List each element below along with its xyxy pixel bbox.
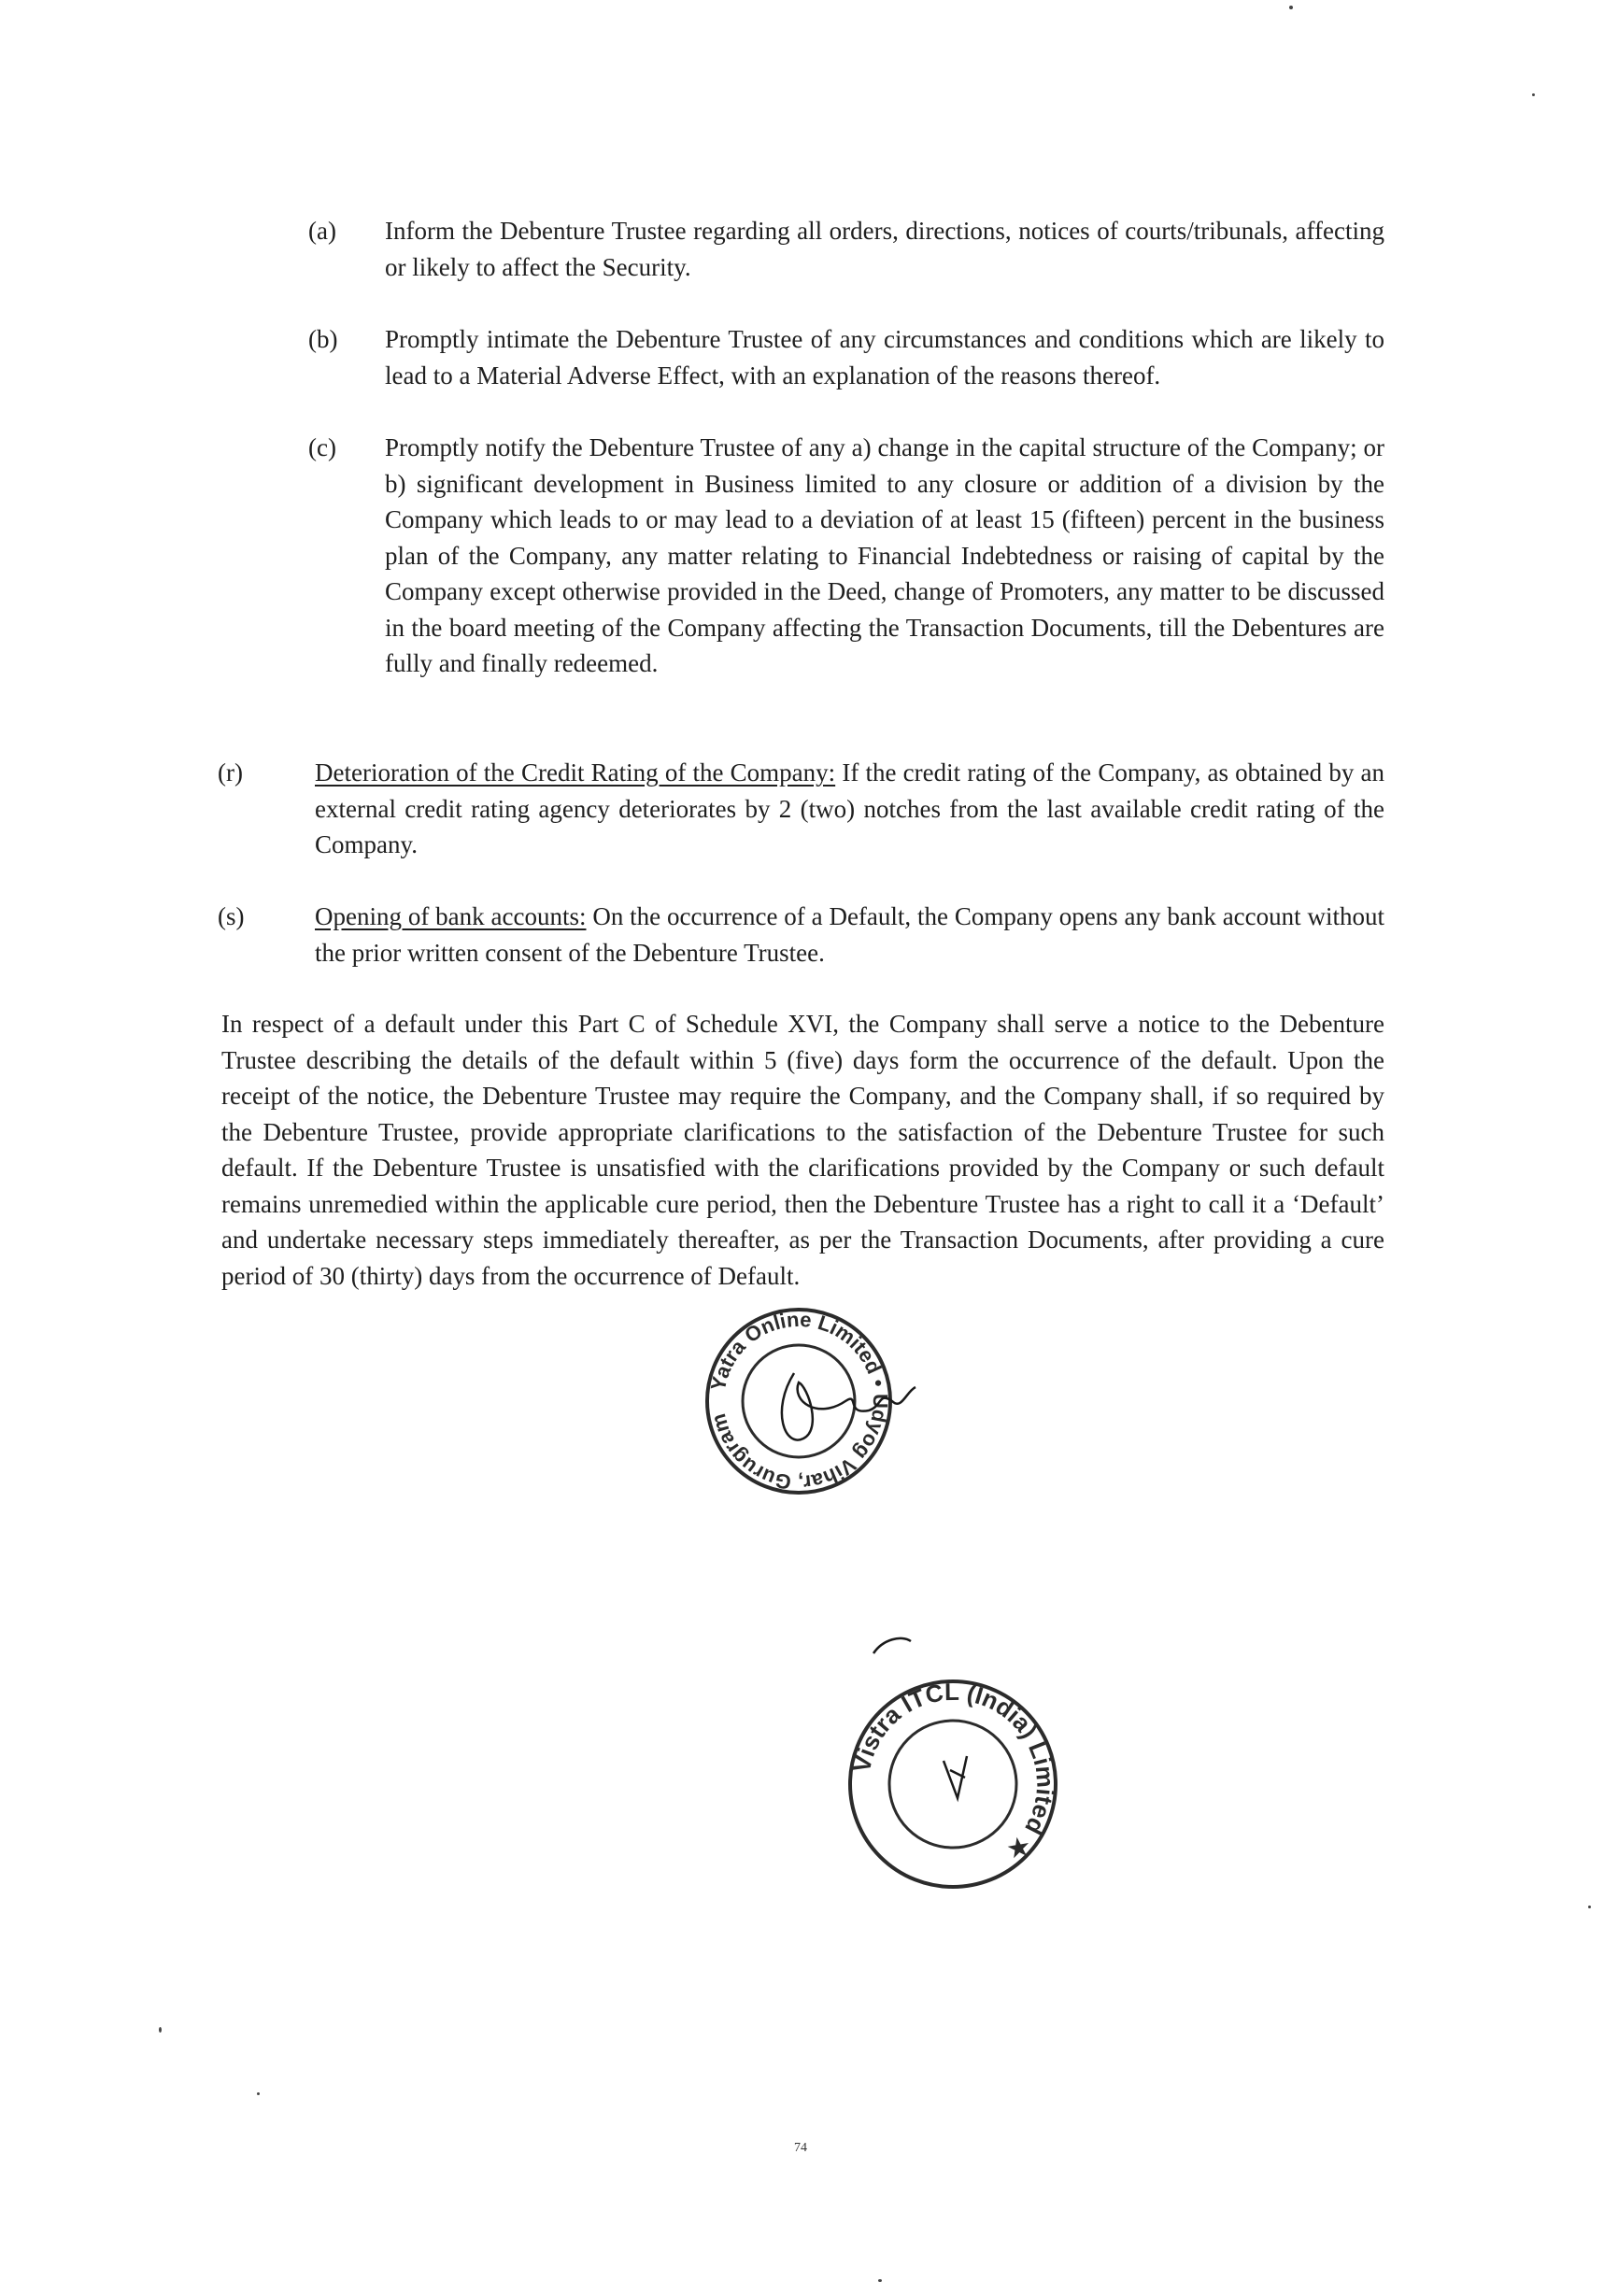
signature-stroke	[873, 1638, 911, 1653]
sub-item-text: Promptly notify the Debenture Trustee of any a) change in the capital structure of the Company; or b) significant development in Business limited to any closure or addition of a division by the Company which leads to or may lead to a deviation of at least 15 (fifteen) percent in the business plan of the Company, any matter relating to Financial Indebtedness or raising of capital by the Company except otherwise provided in the Deed, change of Promoters, any matter to be discussed in the board meeting of the Company affecting the Transaction Documents, till the Debentures are fully and finally redeemed.	[385, 433, 1384, 677]
clause-text: If the credit rating of the Company, as obtained by an external credit rating agency deteriorates by 2 (two) notches from the last available credit rating of the Company.	[315, 758, 1384, 858]
sub-item-marker: (a)	[308, 217, 336, 245]
page-number: 74	[794, 2141, 807, 2155]
clause-marker: (r)	[218, 758, 243, 787]
trustee-seal-graphic	[836, 1630, 1079, 1892]
scan-speck	[878, 2279, 882, 2282]
clause-text: On the occurrence of a Default, the Company opens any bank account without the prior written consent of the Debenture Trustee.	[315, 902, 1385, 967]
company-seal-text: Yatra Online Limited • Udyog Vihar, Gurugram	[705, 1307, 893, 1495]
clause-marker: (s)	[218, 902, 245, 930]
sub-item-marker: (b)	[308, 325, 338, 353]
sub-item-marker: (c)	[308, 433, 336, 461]
clause-r	[218, 755, 1384, 863]
scan-speck	[257, 2092, 260, 2095]
sub-item-a	[308, 213, 1384, 285]
company-seal	[705, 1298, 1004, 1513]
scan-speck	[1588, 1906, 1591, 1908]
clause-body	[315, 755, 1384, 863]
closing-paragraph: In respect of a default under this Part C of Schedule XVI, the Company shall serve a notice to the Debenture Trustee describing the details of the default within 5 (five) days form the occurrence of the default. Upon the receipt of the notice, the Debenture Trustee may require the Company, and the Company shall, if so required by the Debenture Trustee, provide appropriate clarifications to the satisfaction of the Debenture Trustee for such default. If the Debenture Trustee is unsatisfied with the clarifications provided by the Company or such default remains unremedied within the applicable cure period, then the Debenture Trustee has a right to call it a ‘Default’ and undertake necessary steps immediately thereafter, as per the Transaction Documents, after providing a cure period of 30 (thirty) days from the occurrence of Default.	[221, 1010, 1384, 1290]
scan-speck	[159, 2027, 162, 2033]
trustee-seal	[836, 1630, 1079, 1892]
company-seal-graphic	[705, 1298, 1004, 1513]
sub-item-c	[308, 430, 1384, 682]
clause-s	[218, 899, 1384, 971]
scan-speck	[1289, 6, 1293, 9]
signature-initials	[944, 1756, 967, 1798]
sub-item-text: Promptly intimate the Debenture Trustee of any circumstances and conditions which are likely to lead to a Material Adverse Effect, with an explanation of the reasons thereof.	[385, 325, 1384, 390]
signature-scrawl	[782, 1373, 915, 1440]
sub-item-text: Inform the Debenture Trustee regarding all orders, directions, notices of courts/tribunals, affecting or likely to affect the Security.	[385, 217, 1384, 281]
clause-heading: Opening of bank accounts:	[315, 902, 587, 930]
trustee-seal-text: Vistra ITCL (India) Limited ★	[846, 1677, 1060, 1866]
clause-heading: Deterioration of the Credit Rating of the Company:	[315, 758, 836, 787]
scan-speck	[1532, 93, 1535, 96]
sub-item-b	[308, 321, 1384, 393]
clause-body	[315, 899, 1384, 971]
